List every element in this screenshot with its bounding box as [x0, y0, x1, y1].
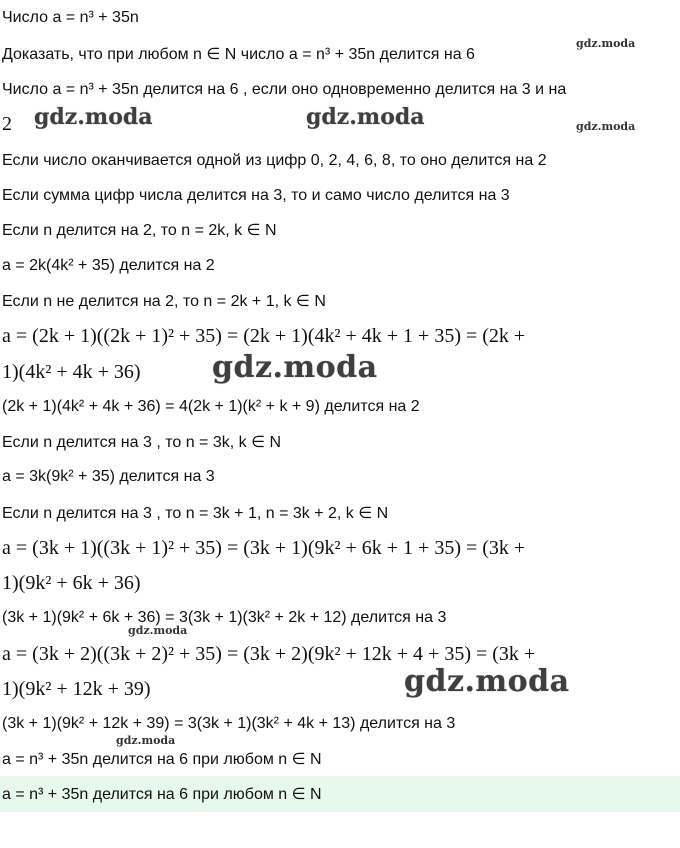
line-20 — [0, 671, 680, 707]
line-19-text: a = (3k + 2)((3k + 2)² + 35) = (3k + 2)(9k² + 12k + 4 + 35) = (3k + — [2, 642, 536, 665]
line-21-text: (3k + 1)(9k² + 12k + 39) = 3(3k + 1)(3k² + 4k + 13) делится на 3 — [2, 715, 456, 732]
watermark-1: gdz.moda — [576, 37, 636, 50]
line-18 — [0, 600, 680, 636]
line-14-text: a = 3k(9k² + 35) делится на 3 — [2, 468, 215, 485]
line-15-text: Если n делится на 3 , то n = 3k + 1, n = 3k + 2, k ∈ N — [2, 505, 389, 522]
watermark-7: gdz.moda — [404, 664, 570, 699]
line-3 — [0, 72, 680, 108]
line-12 — [0, 389, 680, 425]
line-6-text: Если сумма цифр числа делится на 3, то и само число делится на 3 — [2, 187, 510, 204]
line-7-text: Если n делится на 2, то n = 2k, k ∈ N — [2, 222, 277, 239]
line-12-text: (2k + 1)(4k² + 4k + 36) = 4(2k + 1)(k² + k + 9) делится на 2 — [2, 398, 420, 415]
final-answer-text: a = n³ + 35n делится на 6 при любом n ∈ N — [2, 786, 322, 803]
line-2-text: Доказать, что при любом n ∈ N число a = n³ + 35n делится на 6 — [2, 46, 475, 63]
line-17-text: 1)(9k² + 6k + 36) — [2, 571, 141, 594]
line-17 — [0, 565, 680, 601]
line-1-text: Число a = n³ + 35n — [2, 9, 139, 26]
line-10-text: a = (2k + 1)((2k + 1)² + 35) = (2k + 1)(4k² + 4k + 1 + 35) = (2k + — [2, 324, 526, 347]
line-22 — [0, 741, 680, 777]
line-5 — [0, 143, 680, 179]
line-4-text: 2 — [2, 112, 12, 135]
watermark-2: gdz.moda — [34, 104, 153, 130]
line-22-text: a = n³ + 35n делится на 6 при любом n ∈ N — [2, 751, 322, 768]
line-15 — [0, 495, 680, 531]
line-8-text: a = 2k(4k² + 35) делится на 2 — [2, 257, 215, 274]
watermark-8: gdz.moda — [116, 734, 176, 747]
line-18-text: (3k + 1)(9k² + 6k + 36) = 3(3k + 1)(3k² + 2k + 12) делится на 3 — [2, 609, 447, 626]
watermark-6: gdz.moda — [128, 624, 188, 637]
line-10 — [0, 318, 680, 354]
line-8 — [0, 248, 680, 284]
line-21 — [0, 706, 680, 742]
line-11-text: 1)(4k² + 4k + 36) — [2, 360, 141, 383]
line-9-text: Если n не делится на 2, то n = 2k + 1, k ∈ N — [2, 293, 326, 310]
line-16 — [0, 530, 680, 566]
watermark-4: gdz.moda — [576, 120, 636, 133]
line-7 — [0, 212, 680, 248]
line-13-text: Если n делится на 3 , то n = 3k, k ∈ N — [2, 434, 281, 451]
line-13 — [0, 424, 680, 460]
watermark-5: gdz.moda — [212, 350, 378, 385]
line-6 — [0, 178, 680, 214]
line-9 — [0, 283, 680, 319]
line-16-text: a = (3k + 1)((3k + 1)² + 35) = (3k + 1)(9k² + 6k + 1 + 35) = (3k + — [2, 536, 526, 559]
line-3-text: Число a = n³ + 35n делится на 6 , если оно одновременно делится на 3 и на — [2, 81, 567, 98]
final-answer-highlight — [0, 776, 680, 812]
watermark-3: gdz.moda — [306, 104, 425, 130]
line-1 — [0, 0, 680, 36]
line-14 — [0, 459, 680, 495]
line-5-text: Если число оканчивается одной из цифр 0, 2, 4, 6, 8, то оно делится на 2 — [2, 152, 547, 169]
line-19 — [0, 636, 680, 672]
line-20-text: 1)(9k² + 12k + 39) — [2, 677, 151, 700]
